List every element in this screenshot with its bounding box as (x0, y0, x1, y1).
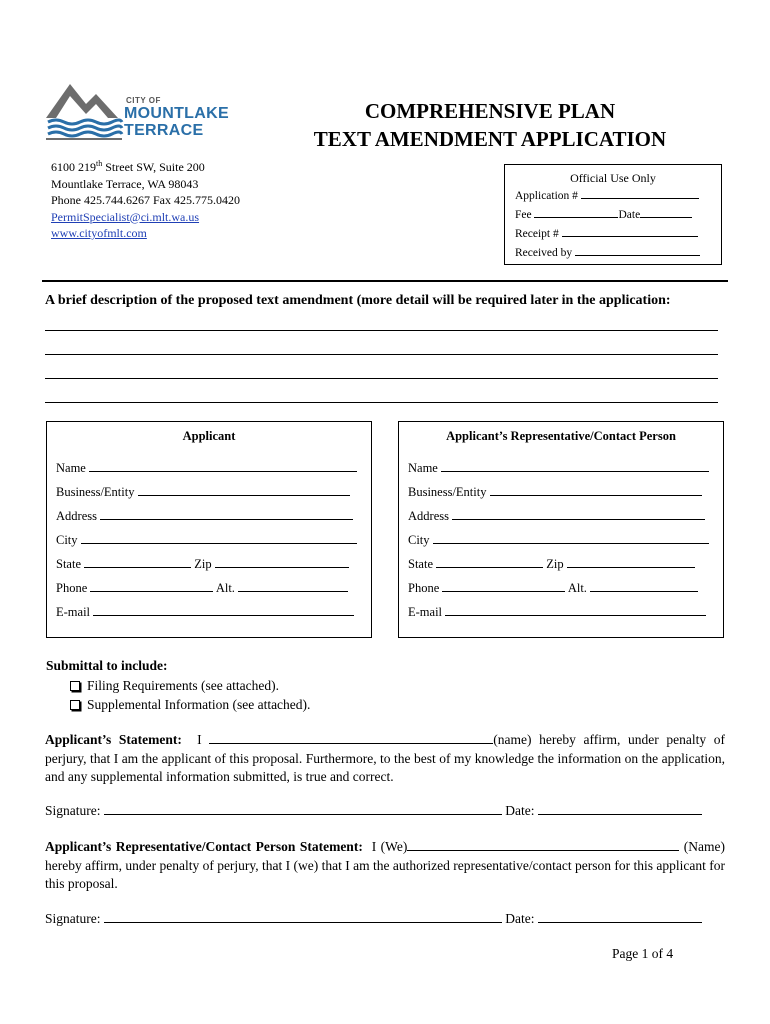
zip-label: Zip (194, 557, 212, 571)
fee-date-field[interactable] (505, 205, 721, 224)
submittal-section (46, 656, 310, 715)
fee-label: Fee (515, 209, 532, 221)
receipt-label: Receipt # (515, 228, 559, 240)
title-line-2: TEXT AMENDMENT APPLICATION (313, 127, 667, 151)
street-suffix: th (96, 159, 103, 168)
title-line-1: COMPREHENSIVE PLAN (364, 99, 616, 123)
applicant-statement-text: (name) hereby affirm, under penalty of perjury, that I am the applicant of this proposal. Furthermore, to the best of my knowledge the information on the application, and any supplemental information submitted, is true and correct. (45, 732, 726, 784)
checkbox-icon[interactable] (70, 681, 80, 691)
address-label: Address (408, 509, 449, 523)
page-title (270, 97, 710, 153)
official-use-box (504, 164, 722, 265)
official-use-heading: Official Use Only (570, 171, 656, 185)
name-label: Name (56, 461, 86, 475)
rep-phone-field[interactable] (408, 579, 698, 596)
rep-name-field[interactable] (408, 459, 709, 476)
representative-heading: Applicant’s Representative/Contact Person (446, 429, 676, 443)
applicant-box (46, 421, 372, 638)
applicant-statement (45, 731, 725, 787)
applicant-statement-label: Applicant’s Statement: (45, 732, 182, 747)
rep-business-field[interactable] (408, 483, 702, 500)
submittal-item-label: Supplemental Information (see attached). (87, 697, 311, 712)
street-name: Street SW, Suite 200 (102, 160, 205, 174)
signature-label: Signature: (45, 911, 101, 926)
description-line-4[interactable] (45, 402, 718, 403)
email-link[interactable]: PermitSpecialist@ci.mlt.wa.us (51, 209, 200, 224)
mountain-logo-icon (46, 82, 126, 146)
applicant-name-field[interactable] (56, 459, 357, 476)
application-label: Application # (515, 190, 578, 202)
description-line-1[interactable] (45, 330, 718, 331)
checkbox-icon[interactable] (70, 700, 80, 710)
representative-box (398, 421, 724, 638)
signature-row-2 (45, 910, 702, 927)
description-line-3[interactable] (45, 378, 718, 379)
date-label: Date: (505, 803, 535, 818)
phone-label: Phone (408, 581, 440, 595)
address-phone: Phone 425.744.6267 Fax 425.775.0420 (51, 193, 240, 207)
city-label: City (56, 533, 78, 547)
submittal-item-label: Filing Requirements (see attached). (87, 677, 279, 693)
signature-field-2[interactable] (104, 910, 502, 923)
business-label: Business/Entity (408, 485, 487, 499)
name-label: Name (408, 461, 438, 475)
received-by-field[interactable] (505, 243, 721, 262)
description-prompt: A brief description of the proposed text amendment (more detail will be required later in the application: (45, 293, 671, 308)
rep-email-field[interactable] (408, 603, 706, 620)
rep-statement-text: (Name) hereby affirm, under penalty of perjury, that I (we) that I am the authorized representative/contact person for this applicant for this proposal. (45, 839, 725, 891)
applicant-heading: Applicant (182, 429, 236, 443)
zip-label: Zip (546, 557, 564, 571)
logo-terrace: TERRACE (124, 122, 204, 139)
state-label: State (56, 557, 81, 571)
receipt-field[interactable] (505, 224, 721, 243)
address-label: Address (56, 509, 97, 523)
applicant-address-field[interactable] (56, 507, 353, 524)
divider (42, 280, 728, 282)
rep-city-field[interactable] (408, 531, 709, 548)
website-link[interactable]: www.cityofmlt.com (51, 226, 147, 240)
date-field-2[interactable] (538, 910, 702, 923)
street-number: 6100 219 (51, 160, 96, 174)
signature-label: Signature: (45, 803, 101, 818)
email-label: E-mail (408, 605, 443, 619)
date-field-1[interactable] (538, 802, 702, 815)
applicant-email-field[interactable] (56, 603, 354, 620)
alt-label: Alt. (215, 581, 235, 595)
page-number: Page 1 of 4 (612, 946, 674, 961)
applicant-name-blank[interactable] (209, 731, 493, 744)
rep-address-field[interactable] (408, 507, 705, 524)
contact-address (51, 159, 240, 242)
date-label: Date (618, 209, 641, 221)
business-label: Business/Entity (56, 485, 135, 499)
applicant-phone-field[interactable] (56, 579, 348, 596)
applicant-city-field[interactable] (56, 531, 357, 548)
phone-label: Phone (56, 581, 88, 595)
applicant-business-field[interactable] (56, 483, 350, 500)
description-line-2[interactable] (45, 354, 718, 355)
applicant-state-zip-field[interactable] (56, 555, 349, 572)
representative-statement (45, 838, 725, 894)
application-number-field[interactable] (505, 186, 721, 205)
city-logo (46, 82, 246, 146)
rep-state-zip-field[interactable] (408, 555, 695, 572)
state-label: State (408, 557, 433, 571)
logo-mountlake: MOUNTLAKE (124, 105, 229, 122)
date-label: Date: (505, 911, 535, 926)
received-by-label: Received by (515, 247, 573, 259)
alt-label: Alt. (567, 581, 587, 595)
submittal-heading: Submittal to include: (46, 658, 168, 673)
address-street (51, 159, 240, 176)
rep-name-blank[interactable] (407, 838, 679, 851)
submittal-item-supplemental[interactable] (46, 695, 310, 715)
submittal-item-filing[interactable] (46, 676, 310, 696)
signature-row-1 (45, 802, 702, 819)
signature-field-1[interactable] (104, 802, 502, 815)
city-label: City (408, 533, 430, 547)
address-city: Mountlake Terrace, WA 98043 (51, 176, 199, 191)
statement-pronoun: I (197, 732, 202, 747)
rep-statement-pronoun: I (We) (371, 839, 408, 854)
logo-city-of: CITY OF (126, 96, 161, 105)
email-label: E-mail (56, 605, 91, 619)
rep-statement-label: Applicant’s Representative/Contact Person Statement: (45, 839, 363, 854)
